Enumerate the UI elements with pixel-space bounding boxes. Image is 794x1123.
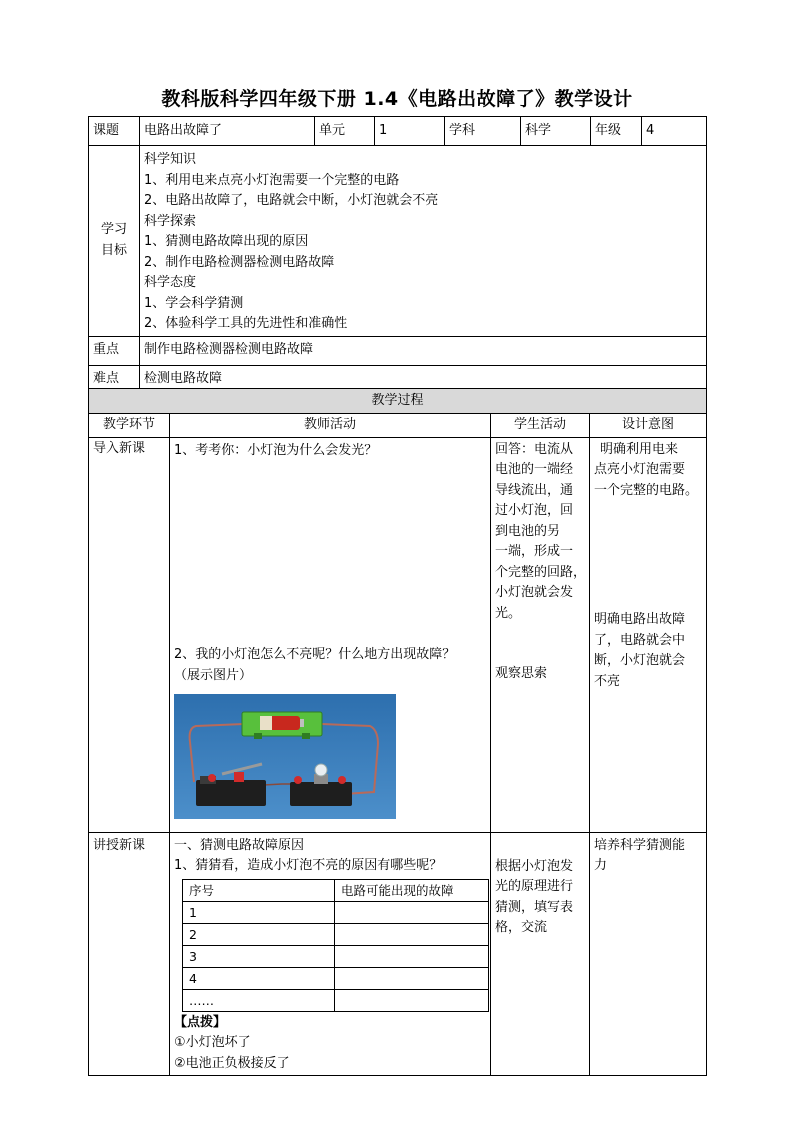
table-row — [183, 923, 489, 945]
fault-answer-cell[interactable] — [335, 945, 489, 967]
design-intent-teach — [590, 832, 707, 1076]
fault-number-cell: …… — [183, 989, 335, 1011]
fault-answer-cell[interactable] — [335, 967, 489, 989]
tip-item: ①小灯泡坏了 — [174, 1035, 251, 1050]
col-header-teacher: 教师活动 — [170, 414, 491, 438]
student-answer-line: 光。 — [495, 605, 522, 621]
student-answer-line: 小灯泡就会发 — [495, 585, 574, 600]
difficulty-label: 难点 — [89, 365, 140, 394]
student-answer-line: 导线流出，通 — [495, 482, 574, 498]
goal-line: 科学探索 — [144, 213, 197, 229]
goal-line: 2、制作电路检测器检测电路故障 — [144, 254, 335, 270]
lesson-info-table — [88, 116, 707, 395]
goal-line: 2、体验科学工具的先进性和准确性 — [144, 316, 348, 331]
student-activity-teach — [491, 832, 590, 1076]
student-activity-2: 观察思索 — [495, 666, 548, 681]
table-row — [183, 945, 489, 967]
course-value: 电路出故障了 — [140, 117, 315, 146]
student-activity-intro — [491, 437, 590, 832]
design-line: 不亮 — [594, 673, 621, 689]
col-header-student: 学生活动 — [491, 414, 590, 438]
fault-answer-cell[interactable] — [335, 989, 489, 1011]
design-line: 点亮小灯泡需要 — [594, 462, 686, 477]
student-answer-line: 到电池的另 — [495, 523, 561, 539]
design-line: 一个完整的电路。 — [594, 482, 699, 498]
design-intent-2 — [594, 610, 702, 692]
fault-guess-table — [182, 879, 489, 1012]
design-line: 培养科学猜测能 — [594, 837, 686, 853]
student-activity-line: 光的原理进行 — [495, 879, 574, 894]
student-answer-line: 回答：电流从 — [495, 441, 574, 457]
design-line: 了，电路就会中 — [594, 632, 686, 648]
teacher-question-2-note: （展示图片） — [174, 667, 253, 683]
goals-content — [140, 146, 707, 337]
table-row — [183, 967, 489, 989]
fault-number-cell: 3 — [183, 945, 335, 967]
info-row-goals — [89, 146, 707, 337]
section-title: 一、猜测电路故障原因 — [174, 837, 305, 853]
student-answer-1 — [495, 440, 585, 625]
fault-table-header-fault: 电路可能出现的故障 — [335, 879, 489, 901]
grade-label: 年级 — [591, 117, 642, 146]
unit-value: 1 — [375, 117, 445, 146]
student-answer-line: 电池的一端经 — [495, 462, 574, 477]
table-row — [183, 989, 489, 1011]
unit-label: 单元 — [315, 117, 375, 146]
info-row-key — [89, 336, 707, 365]
student-activity-line: 格，交流 — [495, 920, 548, 935]
design-intent-intro — [590, 437, 707, 832]
student-answer-line: 过小灯泡，回 — [495, 503, 574, 518]
fault-number-cell: 2 — [183, 923, 335, 945]
table-row — [183, 901, 489, 923]
design-line: 明确电路出故障 — [594, 612, 686, 627]
key-value: 制作电路检测器检测电路故障 — [140, 336, 707, 365]
teacher-activity-teach — [170, 832, 491, 1076]
fault-answer-cell[interactable] — [335, 901, 489, 923]
page-title: 教科版科学四年级下册 1.4《电路出故障了》教学设计 — [161, 88, 633, 110]
stage-teach: 讲授新课 — [89, 832, 170, 1076]
subject-label: 学科 — [445, 117, 521, 146]
circuit-photo — [174, 694, 396, 819]
process-row-intro — [89, 437, 707, 832]
goal-line: 科学态度 — [144, 275, 197, 290]
grade-value: 4 — [642, 117, 707, 146]
goal-line: 2、电路出故障了，电路就会中断，小灯泡就会不亮 — [144, 193, 439, 208]
design-line: 力 — [594, 858, 608, 873]
fault-table-header-number: 序号 — [183, 879, 335, 901]
fault-number-cell: 4 — [183, 967, 335, 989]
info-row-course — [89, 117, 707, 146]
tip-title: 【点拨】 — [174, 1014, 227, 1030]
col-header-stage: 教学环节 — [89, 414, 170, 438]
subject-value: 科学 — [521, 117, 591, 146]
goal-line: 1、学会科学猜测 — [144, 295, 244, 311]
design-intent-1 — [594, 440, 702, 502]
teaching-process-table — [88, 388, 707, 1076]
goals-label-line-2: 目标 — [100, 242, 127, 258]
guess-question: 1、猜猜看，造成小灯泡不亮的原因有哪些呢？ — [174, 858, 443, 873]
goals-label-line-1: 学习 — [100, 222, 127, 238]
goal-line: 科学知识 — [144, 152, 197, 167]
tip-item: ②电池正负极接反了 — [174, 1055, 290, 1071]
fault-number-cell: 1 — [183, 901, 335, 923]
teacher-question-1: 1、考考你：小灯泡为什么会发光？ — [174, 442, 378, 458]
difficulty-value: 检测电路故障 — [140, 365, 707, 394]
goal-line: 1、利用电来点亮小灯泡需要一个完整的电路 — [144, 172, 400, 188]
student-answer-line: 个完整的回路， — [495, 564, 587, 580]
stage-intro: 导入新课 — [89, 437, 170, 832]
course-label: 课题 — [89, 117, 140, 146]
student-activity-line: 猜测，填写表 — [495, 899, 574, 915]
teacher-activity-intro — [170, 437, 491, 832]
process-row-teach — [89, 832, 707, 1076]
key-label: 重点 — [89, 336, 140, 365]
col-header-design: 设计意图 — [590, 414, 707, 438]
goal-line: 1、猜测电路故障出现的原因 — [144, 234, 309, 249]
student-activity-line: 根据小灯泡发 — [495, 858, 574, 874]
student-answer-line: 一端，形成一 — [495, 544, 574, 559]
process-column-headers — [89, 414, 707, 438]
process-header: 教学过程 — [89, 389, 707, 414]
teacher-question-2: 2、我的小灯泡怎么不亮呢？什么地方出现故障？ — [174, 647, 456, 662]
fault-answer-cell[interactable] — [335, 923, 489, 945]
goals-label — [89, 146, 140, 337]
design-line: 明确利用电来 — [600, 441, 679, 457]
design-line: 断，小灯泡就会 — [594, 653, 686, 668]
